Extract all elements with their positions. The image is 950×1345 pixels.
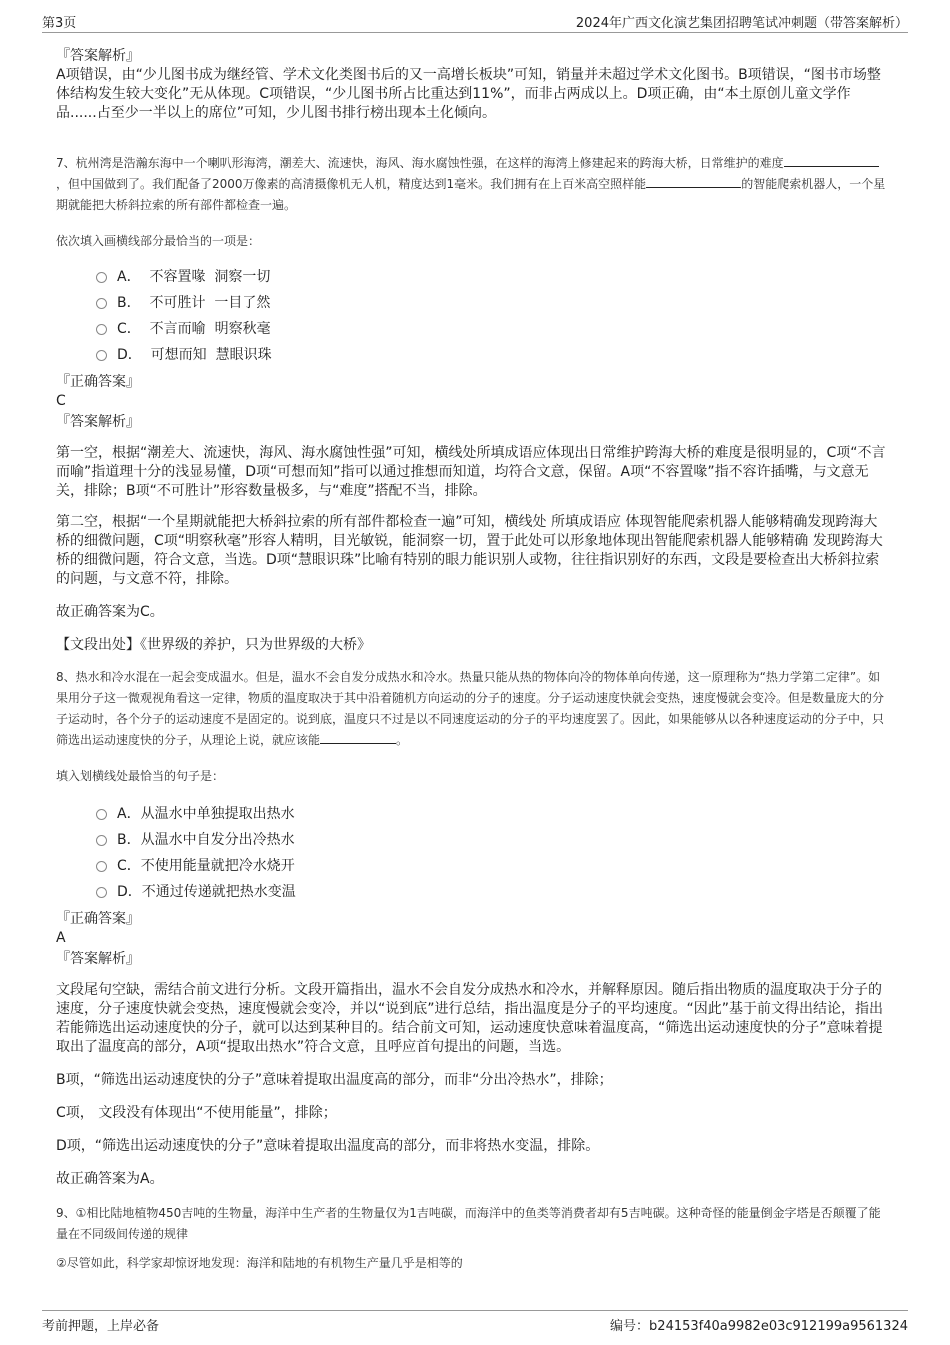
radio-icon[interactable] — [96, 298, 107, 309]
q8-analysis-c: C项， 文段没有体现出“不使用能量”，排除； — [56, 1105, 337, 1121]
q7-options — [56, 264, 890, 368]
q8-analysis-d: D项，“筛选出运动速度快的分子”意味着提取出温度高的部分，而非将热水变温，排除。 — [56, 1138, 600, 1154]
q7-blank-2 — [646, 175, 741, 188]
q6-analysis-heading: 『答案解析』 — [56, 48, 140, 64]
option-label: B．从温水中自发分出冷热水 — [117, 832, 295, 848]
q7-stem-part3: 的智能爬索机器人，一个星期就能把大桥斜拉索的所有部件都检查一遍。 — [56, 177, 886, 212]
radio-icon[interactable] — [96, 809, 107, 820]
page-number: 第3页 — [42, 16, 77, 31]
q8-blank — [320, 731, 396, 744]
option-label: C． 不言而喻 明察秋毫 — [117, 321, 271, 337]
q8-option-a[interactable] — [96, 801, 890, 827]
page-header — [42, 10, 908, 33]
footer-motto: 考前押题，上岸必备 — [42, 1319, 160, 1334]
radio-icon[interactable] — [96, 324, 107, 335]
q9-stem-2: ②尽管如此，科学家却惊讶地发现：海洋和陆地的有机物生产量几乎是相等的 — [56, 1256, 463, 1270]
option-label: B． 不可胜计 一目了然 — [117, 295, 271, 311]
q9-stem-1: 9、①相比陆地植物450吉吨的生物量，海洋中生产者的生物量仅为1吉吨碳，而海洋中的鱼类等消费者却有5吉吨碳。这种奇怪的能量倒金字塔是否颠覆了能量在不同级间传递的规律 — [56, 1206, 881, 1241]
q7-stem-part1: 7、杭州湾是浩瀚东海中一个喇叭形海湾，潮差大、流速快，海风、海水腐蚀性强，在这样的海湾上修建起来的跨海大桥，日常维护的难度 — [56, 156, 784, 170]
q8-option-b[interactable] — [96, 827, 890, 853]
option-label: D．不通过传递就把热水变温 — [117, 884, 296, 900]
q8-stem — [56, 667, 890, 751]
q7-conclusion: 故正确答案为C。 — [56, 604, 164, 620]
q7-source: 【文段出处】《世界级的养护，只为世界级的大桥》 — [56, 637, 371, 653]
option-label: A．从温水中单独提取出热水 — [117, 806, 295, 822]
q7-analysis-p1: 第一空，根据“潮差大、流速快，海风、海水腐蚀性强”可知，横线处所填成语应体现出日常维护跨海大桥的难度是很明显的，C项“不言而喻”指道理十分的浅显易懂，D项“可想而知”指可以通过推想而知道，均符合文意，保留。A项“不容置喙”指不容许插嘴，与文意无关，排除；B项“不可胜计”形容数量极多，与“难度”搭配不当，排除。 — [56, 445, 886, 499]
radio-icon[interactable] — [96, 835, 107, 846]
q8-correct-heading: 『正确答案』 — [56, 911, 140, 927]
document-code: 编号：b24153f40a9982e03c912199a9561324 — [610, 1319, 908, 1334]
q8-analysis-b: B项，“筛选出运动速度快的分子”意味着提取出温度高的部分，而非“分出冷热水”，排除； — [56, 1072, 613, 1088]
q8-options — [56, 801, 890, 905]
document-title: 2024年广西文化演艺集团招聘笔试冲刺题（带答案解析） — [575, 16, 908, 31]
q7-option-a[interactable] — [96, 264, 890, 290]
q7-option-b[interactable] — [96, 290, 890, 316]
q7-stem — [56, 153, 890, 216]
option-label: D． 可想而知 慧眼识珠 — [117, 347, 272, 363]
q8-option-d[interactable] — [96, 879, 890, 905]
option-label: C．不使用能量就把冷水烧开 — [117, 858, 295, 874]
q7-analysis-p2: 第二空，根据“一个星期就能把大桥斜拉索的所有部件都检查一遍”可知，横线处 所填成语应 体现智能爬索机器人能够精确发现跨海大桥的细微问题，C项“明察秋毫”形容人精明，目光敏锐，能洞察一切，置于此处可以形象地体现出智能爬索机器人能够精确 发现跨海大桥的细微问题，符合文意，当选。D项“慧眼识珠”比喻有特别的眼力能识别人或物，往往指识别好的东西，文段是要检查出大桥斜拉索的问题，与文意不符，排除。 — [56, 514, 883, 587]
q8-correct-answer: A — [56, 930, 66, 946]
option-label: A． 不容置喙 洞察一切 — [117, 269, 271, 285]
radio-icon[interactable] — [96, 861, 107, 872]
q7-blank-1 — [784, 154, 879, 167]
q6-analysis-text: A项错误，由“少儿图书成为继经管、学术文化类图书后的又一高增长板块”可知，销量并未超过学术文化图书。B项错误，“图书市场整体结构发生较大变化”无从体现。C项错误，“少儿图书所占比重达到11%”，而非占两成以上。D项正确，由“本土原创儿童文学作品......占至少一半以上的席位”可知，少儿图书排行榜出现本土化倾向。 — [56, 67, 881, 121]
radio-icon[interactable] — [96, 272, 107, 283]
radio-icon[interactable] — [96, 887, 107, 898]
page-footer — [42, 1310, 908, 1335]
q7-analysis-heading: 『答案解析』 — [56, 414, 140, 430]
q8-stem-end: 。 — [396, 733, 409, 747]
q7-correct-answer: C — [56, 393, 66, 409]
q7-correct-heading: 『正确答案』 — [56, 374, 140, 390]
q8-conclusion: 故正确答案为A。 — [56, 1171, 164, 1187]
q8-stem-text: 8、热水和冷水混在一起会变成温水。但是，温水不会自发分成热水和冷水。热量只能从热的物体向冷的物体单向传递，这一原理称为“热力学第二定律”。如果用分子这一微观视角看这一定律，物质的温度取决于其中沿着随机方向运动的分子的速度。分子运动速度快就会变热，速度慢就会变冷。但是数量庞大的分子运动时，各个分子的运动速度不是固定的。说到底，温度只不过是以不同速度运动的分子的平均速度罢了。因此，如果能够从以各种速度运动的分子中，只筛选出运动速度快的分子，从理论上说，就应该能 — [56, 670, 885, 747]
page-content — [56, 46, 890, 1274]
q8-analysis-heading: 『答案解析』 — [56, 951, 140, 967]
q7-stem-part2: ，但中国做到了。我们配备了2000万像素的高清摄像机无人机，精度达到1毫米。我们拥有在上百米高空照样能 — [56, 177, 647, 191]
q7-prompt: 依次填入画横线部分最恰当的一项是： — [56, 234, 261, 248]
q8-prompt: 填入划横线处最恰当的句子是： — [56, 769, 225, 783]
q7-option-c[interactable] — [96, 316, 890, 342]
q8-option-c[interactable] — [96, 853, 890, 879]
radio-icon[interactable] — [96, 350, 107, 361]
q8-analysis-p1: 文段尾句空缺，需结合前文进行分析。文段开篇指出，温水不会自发分成热水和冷水，并解释原因。随后指出物质的温度取决于分子的速度，分子速度快就会变热，速度慢就会变冷，并以“说到底”进行总结，指出温度是分子的平均速度。“因此”基于前文得出结论，指出若能筛选出运动速度快的分子，就可以达到某种目的。结合前文可知，运动速度快意味着温度高，“筛选出运动速度快的分子”意味着提取出了温度高的部分，A项“提取出热水”符合文意，且呼应首句提出的问题，当选。 — [56, 982, 884, 1055]
q7-option-d[interactable] — [96, 342, 890, 368]
